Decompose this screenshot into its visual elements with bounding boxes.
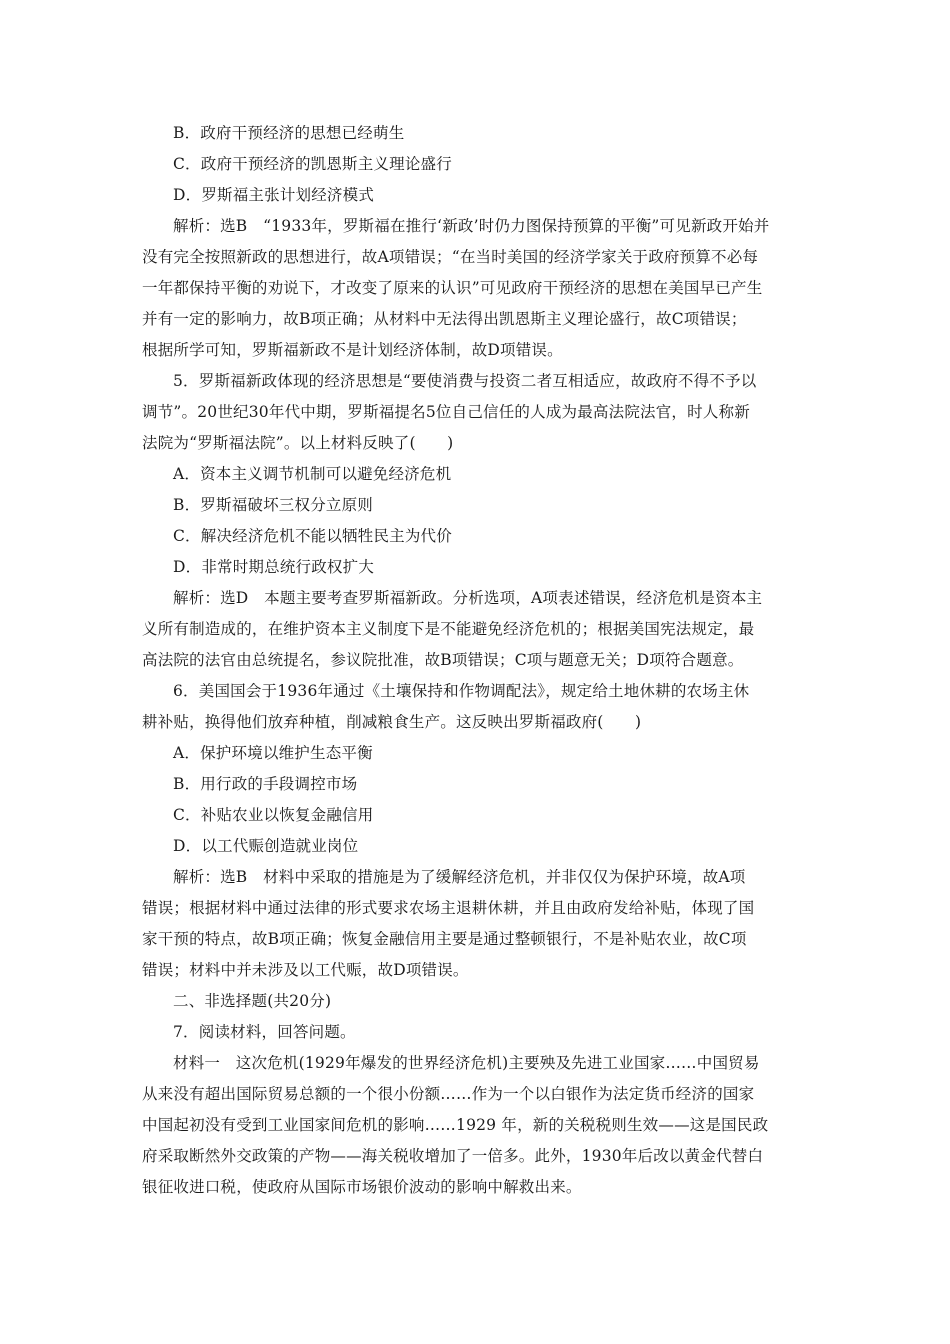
q5-option-a: A．资本主义调节机制可以避免经济危机 [173, 465, 452, 483]
q7-material-line: 中国起初没有受到工业国家间危机的影响……1929 年，新的关税税则生效——这是国民政 [142, 1116, 769, 1134]
q4-analysis [142, 211, 812, 366]
q5-option-d: D．非常时期总统行政权扩大 [173, 558, 375, 576]
q5-analysis-line: 义所有制造成的，在维护资本主义制度下是不能避免经济危机的；根据美国宪法规定，最 [142, 620, 755, 638]
q6-analysis-line: 解析：选B 材料中采取的措施是为了缓解经济危机，并非仅仅为保护环境，故A项 [173, 868, 746, 886]
q7-material-1 [142, 1048, 812, 1203]
q7-material-line: 府采取断然外交政策的产物——海关税收增加了一倍多。此外，1930年后改以黄金代替白 [142, 1147, 764, 1165]
q5-analysis [142, 583, 812, 676]
q4-options [142, 118, 812, 211]
q6-analysis-line: 错误；材料中并未涉及以工代赈，故D项错误。 [142, 961, 469, 979]
q6-option-b: B．用行政的手段调控市场 [173, 775, 358, 793]
page-content [142, 118, 812, 1203]
q5-stem-line: 法院为“罗斯福法院”。以上材料反映了( ) [142, 434, 454, 452]
q5-stem [142, 366, 812, 459]
q7-stem: 7．阅读材料，回答问题。 [173, 1023, 356, 1041]
q7-material-line: 材料一 这次危机(1929年爆发的世界经济危机)主要殃及先进工业国家……中国贸易 [173, 1054, 760, 1072]
q5-option-c: C．解决经济危机不能以牺牲民主为代价 [173, 527, 452, 545]
q5-stem-line: 调节”。20世纪30年代中期，罗斯福提名5位自己信任的人成为最高法院法官，时人称新 [142, 403, 750, 421]
q5-analysis-line: 解析：选D 本题主要考查罗斯福新政。分析选项，A项表述错误，经济危机是资本主 [173, 589, 763, 607]
q5-options [142, 459, 812, 583]
q7-material-line: 从来没有超出国际贸易总额的一个很小份额……作为一个以白银作为法定货币经济的国家 [142, 1085, 755, 1103]
q4-analysis-line: 并有一定的影响力，故B项正确；从材料中无法得出凯恩斯主义理论盛行，故C项错误； [142, 310, 747, 328]
q4-analysis-line: 解析：选B “1933年，罗斯福在推行‘新政’时仍力图保持预算的平衡”可见新政开始并 [173, 217, 770, 235]
q6-analysis [142, 862, 812, 986]
q5-stem-line: 5．罗斯福新政体现的经济思想是“要使消费与投资二者互相适应，故政府不得不予以 [173, 372, 757, 390]
q6-option-d: D．以工代赈创造就业岗位 [173, 837, 359, 855]
q6-option-c: C．补贴农业以恢复金融信用 [173, 806, 374, 824]
q4-option-b: B．政府干预经济的思想已经萌生 [173, 124, 405, 142]
q4-analysis-line: 一年都保持平衡的劝说下，才改变了原来的认识”可见政府干预经济的思想在美国早已产生 [142, 279, 763, 297]
q4-analysis-line: 没有完全按照新政的思想进行，故A项错误；“在当时美国的经济学家关于政府预算不必每 [142, 248, 759, 266]
q4-analysis-line: 根据所学可知，罗斯福新政不是计划经济体制，故D项错误。 [142, 341, 563, 359]
q5-analysis-line: 高法院的法官由总统提名，参议院批准，故B项错误；C项与题意无关；D项符合题意。 [142, 651, 744, 669]
section-title: 二、非选择题(共20分) [173, 992, 332, 1010]
q6-stem [142, 676, 812, 738]
q6-options [142, 738, 812, 862]
q5-option-b: B．罗斯福破坏三权分立原则 [173, 496, 373, 514]
q4-option-c: C．政府干预经济的凯恩斯主义理论盛行 [173, 155, 452, 173]
q6-analysis-line: 家干预的特点，故B项正确；恢复金融信用主要是通过整顿银行，不是补贴农业，故C项 [142, 930, 747, 948]
q6-stem-line: 6．美国国会于1936年通过《土壤保持和作物调配法》，规定给土地休耕的农场主休 [173, 682, 750, 700]
q6-analysis-line: 错误；根据材料中通过法律的形式要求农场主退耕休耕，并且由政府发给补贴，体现了国 [142, 899, 755, 917]
q4-option-d: D．罗斯福主张计划经济模式 [173, 186, 375, 204]
q6-option-a: A．保护环境以维护生态平衡 [173, 744, 373, 762]
q7-material-line: 银征收进口税，使政府从国际市场银价波动的影响中解救出来。 [142, 1178, 582, 1196]
q6-stem-line: 耕补贴，换得他们放弃种植，削减粮食生产。这反映出罗斯福政府( ) [142, 713, 642, 731]
